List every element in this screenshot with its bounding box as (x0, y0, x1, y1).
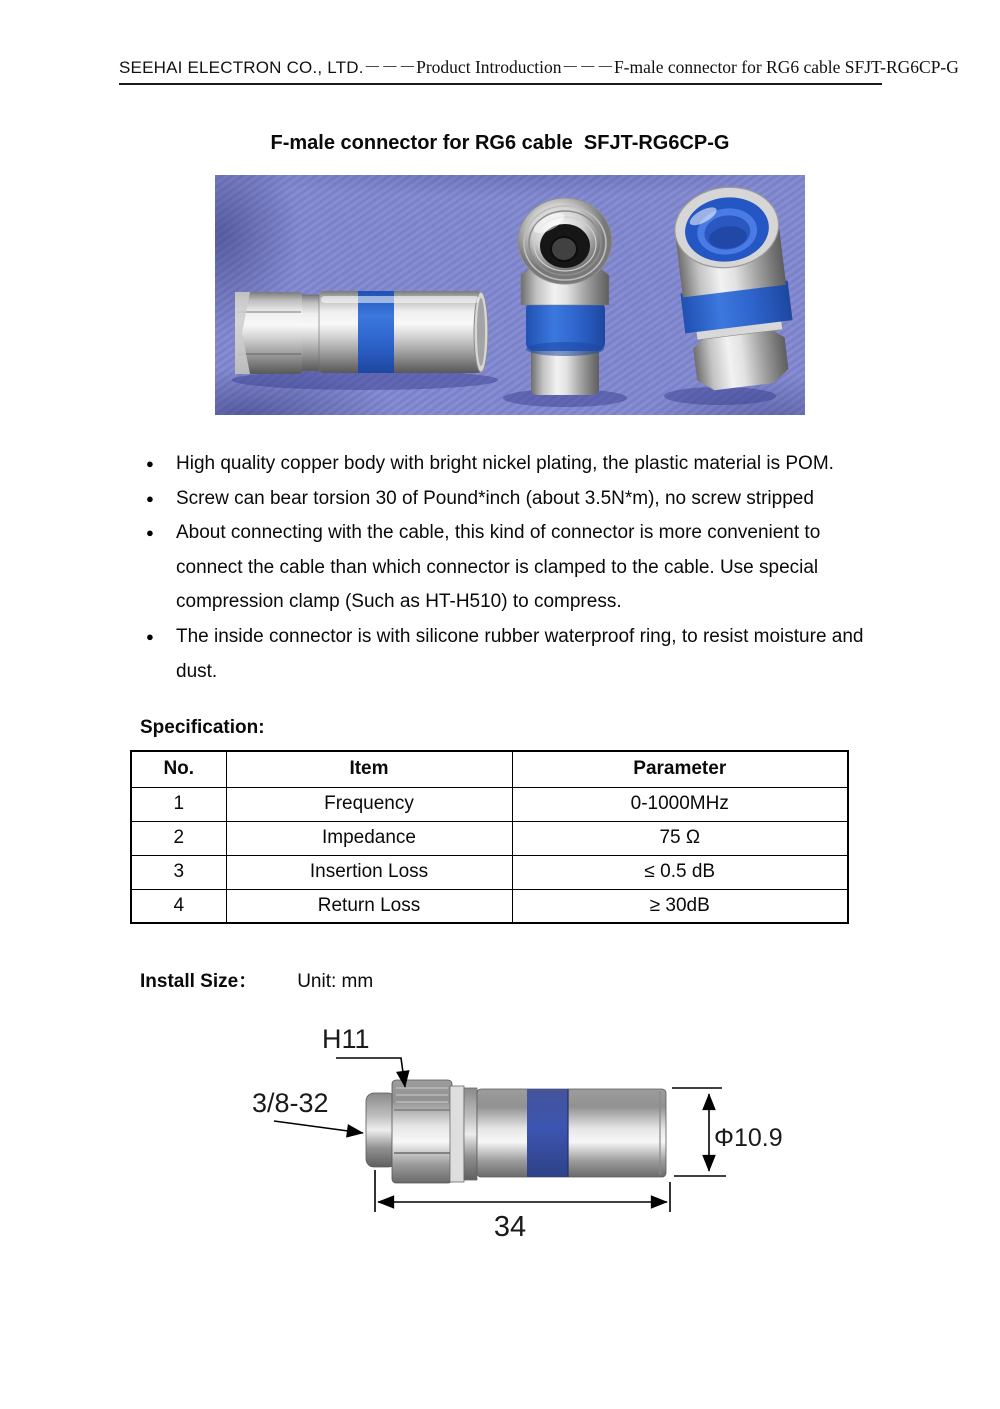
unit-label: Unit: mm (297, 971, 374, 992)
table-cell: 2 (131, 821, 226, 855)
table-header-cell: Parameter (512, 751, 848, 787)
feature-item (140, 516, 871, 620)
company-name: SEEHAI ELECTRON CO., LTD. (119, 58, 364, 77)
dimension-label-length: 34 (493, 1211, 527, 1243)
header-separator: －－－ (561, 57, 614, 77)
table-cell: 1 (131, 787, 226, 821)
header-separator: －－－ (363, 57, 417, 77)
table-row (131, 889, 848, 923)
doc-type: Product Introduction (416, 57, 562, 77)
table-header-cell: No. (131, 751, 226, 787)
install-size-drawing (250, 1014, 800, 1244)
install-size-heading: Install Size： (140, 971, 258, 992)
product-photo (215, 175, 805, 415)
bullet-icon: ● (146, 456, 154, 471)
table-row (131, 855, 848, 889)
table-cell: 4 (131, 889, 226, 923)
page-header (119, 57, 959, 85)
table-cell: Return Loss (226, 889, 512, 923)
table-cell: 75 Ω (512, 821, 848, 855)
table-cell: Insertion Loss (226, 855, 512, 889)
feature-item (140, 482, 871, 517)
table-row (131, 821, 848, 855)
specification-table (130, 750, 849, 924)
feature-text: The inside connector is with silicone rubber waterproof ring, to resist moisture and dust. (176, 625, 864, 682)
bullet-icon: ● (146, 490, 154, 506)
bullet-icon: ● (146, 628, 154, 644)
feature-text: High quality copper body with bright nickel plating, the plastic material is POM. (176, 453, 834, 474)
feature-text: Screw can bear torsion 30 of Pound*inch (about 3.5N*m), no screw stripped (176, 487, 814, 509)
table-cell: ≥ 30dB (512, 889, 848, 923)
product-title: F-male connector for RG6 cable SFJT-RG6CP-G (270, 132, 730, 154)
table-cell: Impedance (226, 821, 512, 855)
photo-connector-left (232, 291, 498, 390)
header-product-ref: F-male connector for RG6 cable SFJT-RG6CP-G (613, 57, 959, 77)
dimension-label-thread: 3/8-32 (252, 1088, 329, 1118)
table-header-cell: Item (226, 751, 512, 787)
drawing-connector (366, 1080, 666, 1183)
dimension-label-diameter: Φ10.9 (714, 1124, 783, 1152)
table-cell: 0-1000MHz (512, 787, 848, 821)
feature-list (140, 447, 875, 689)
feature-item (140, 620, 871, 689)
table-cell: ≤ 0.5 dB (512, 855, 848, 889)
install-size-row (140, 966, 373, 993)
table-row (131, 787, 848, 821)
specification-heading: Specification: (140, 717, 265, 738)
table-cell: Frequency (226, 787, 512, 821)
dimension-label-hex: H11 (322, 1024, 370, 1054)
table-header-row (131, 751, 848, 787)
bullet-icon: ● (146, 525, 154, 541)
table-cell: 3 (131, 855, 226, 889)
feature-item (140, 447, 871, 482)
feature-text: About connecting with the cable, this kind of connector is more convenient to connect the cable than which connector is clamped to the cable. Use special compression clamp (Such as HT-H510) to compress. (176, 522, 821, 613)
